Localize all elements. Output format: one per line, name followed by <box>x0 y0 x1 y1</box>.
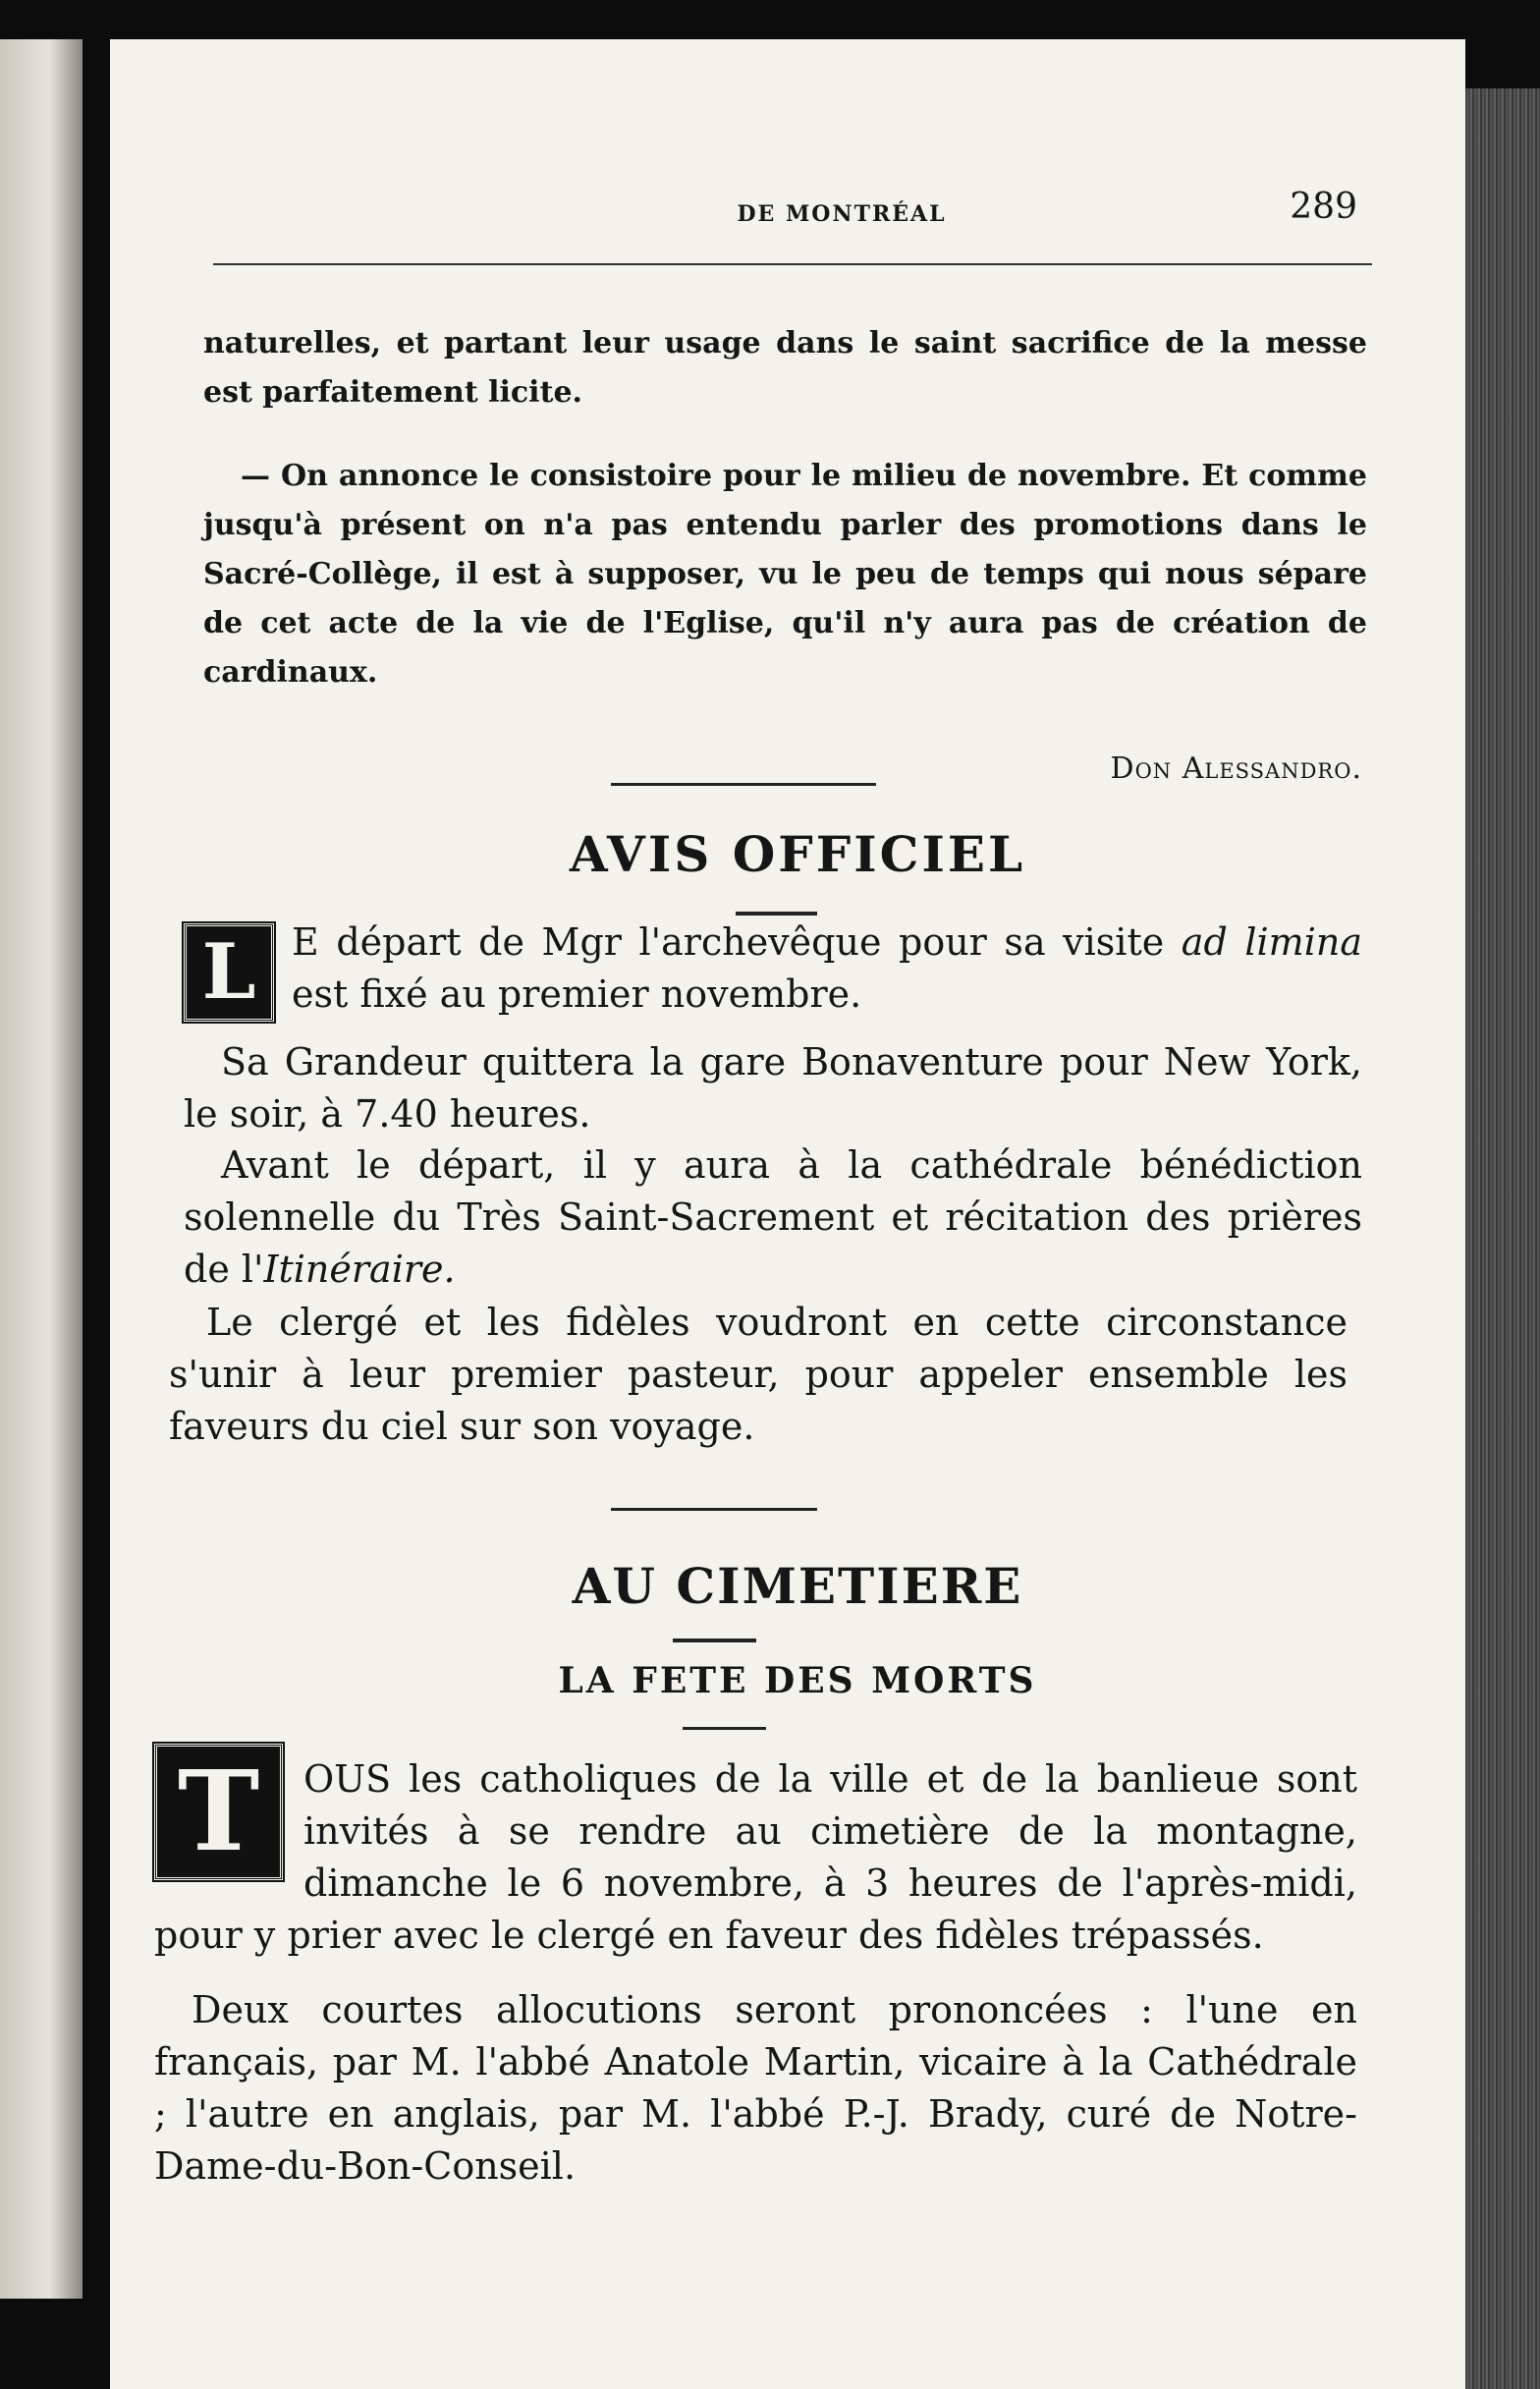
book-page-edges <box>1465 88 1540 2389</box>
avis-paragraph-2: Sa Grandeur quittera la gare Bonaventure pour New York, le soir, à 7.40 heures. <box>184 1040 1362 1136</box>
avis-paragraph-1 <box>184 917 1362 1021</box>
dropcap-l-ornament: L <box>184 923 274 1022</box>
heading-rule <box>673 1639 756 1642</box>
heading-rule <box>736 912 817 916</box>
fete-paragraph-2: Deux courtes allocutions seront prononcées : l'une en français, par M. l'abbé Anatole Martin, vicaire à la Cathédrale ; l'autre en anglais, par M. l'abbé P.-J. Brady, curé de Notre-Dame-du-Bon-Conseil. <box>154 1988 1357 2188</box>
running-title: DE MONTRÉAL <box>737 201 947 227</box>
author-signature: Don Alessandro. <box>1110 751 1362 786</box>
adjacent-page-edge <box>0 39 82 2299</box>
section-rule <box>611 783 876 786</box>
avis-paragraph-4: Le clergé et les fidèles voudront en cette circonstance s'unir à leur premier pasteur, pour appeler ensemble les faveurs du ciel sur son voyage. <box>169 1301 1348 1448</box>
book-page <box>110 39 1465 2389</box>
section-rule <box>611 1508 817 1511</box>
avis-p1-end: est fixé au premier novembre. <box>292 972 862 1016</box>
avis-paragraph-3 <box>184 1139 1362 1296</box>
article-continuation: naturelles, et partant leur usage dans le saint sacrifice de la messe est parfaitement licite. <box>203 326 1367 410</box>
avis-p3-start: Avant le départ, il y aura à la cathédrale bénédiction solennelle du Très Saint-Sacrement et récitation des prières de l' <box>184 1143 1362 1291</box>
fete-p1-text: OUS les catholiques de la ville et de la banlieue sont invités à se rendre au cimetière de la montagne, dimanche le 6 novembre, à 3 heures de l'après-midi, pour y prier avec le clergé en faveur des fidèles trépassés. <box>154 1757 1357 1957</box>
avis-p1-start: E départ de Mgr l'archevêque pour sa visite <box>292 920 1182 964</box>
avis-p3-italic: Itinéraire. <box>263 1248 456 1291</box>
fete-paragraph-1 <box>154 1753 1357 1962</box>
avis-heading: AVIS OFFICIEL <box>569 825 1026 883</box>
consistoire-paragraph: — On annonce le consistoire pour le milieu de novembre. Et comme jusqu'à présent on n'a pas entendu parler des promotions dans le Sacré-Collège, il est à supposer, vu le peu de temps qui nous sépare de cet acte de la vie de l'Eglise, qu'il n'y aura pas de création de cardinaux. <box>203 459 1367 690</box>
heading-rule <box>683 1727 766 1730</box>
header-rule <box>213 263 1372 265</box>
avis-p1-italic: ad limina <box>1181 920 1362 964</box>
page-number: 289 <box>1290 187 1357 227</box>
dropcap-t-ornament: T <box>154 1744 283 1880</box>
cimetiere-heading: AU CIMETIERE <box>572 1557 1023 1615</box>
fete-subheading: LA FETE DES MORTS <box>558 1660 1037 1701</box>
